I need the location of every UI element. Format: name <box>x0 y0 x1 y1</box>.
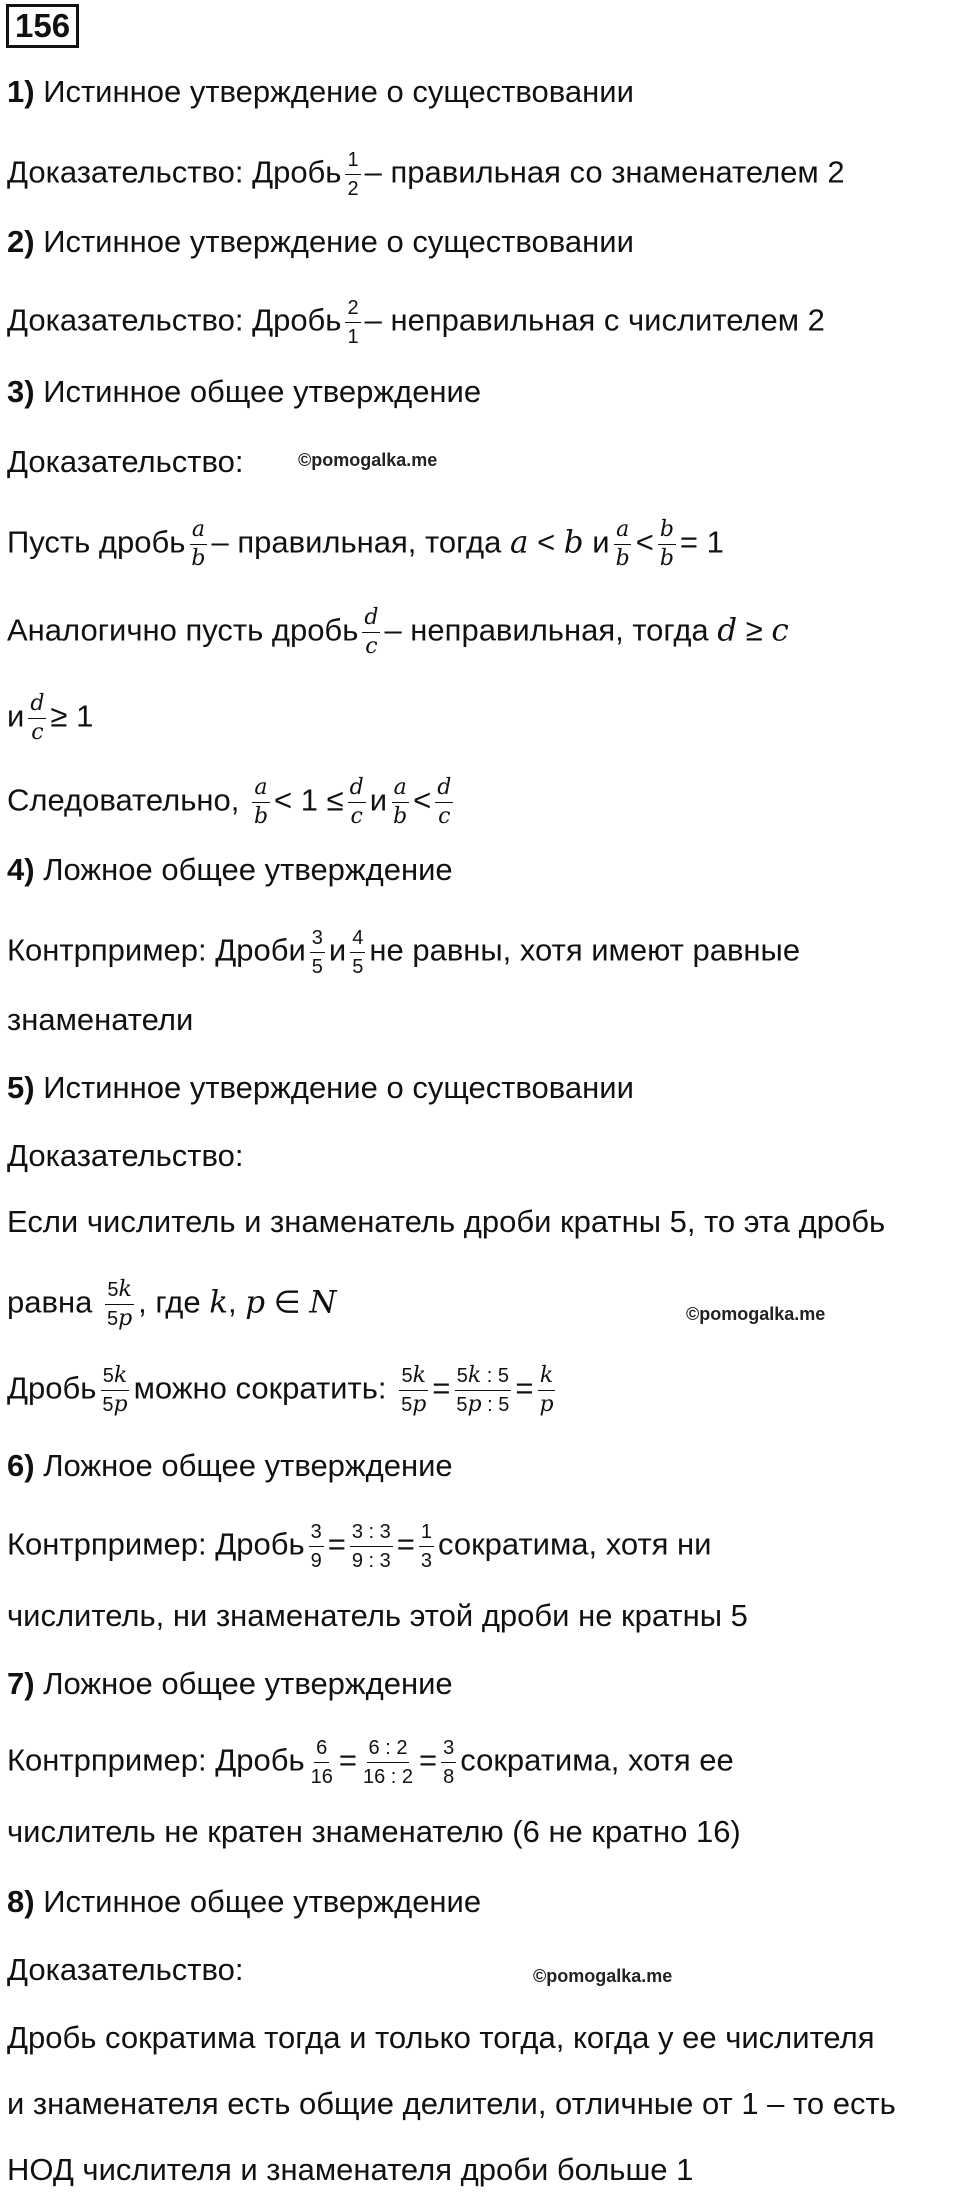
fraction-d-c <box>362 606 380 659</box>
divisor: : 5 <box>481 1365 510 1387</box>
denominator: 16 : 2 <box>362 1766 414 1788</box>
numerator: 3 <box>441 1736 456 1763</box>
fraction-d-c <box>348 776 366 829</box>
conjunction: и <box>328 932 347 968</box>
numerator: 1 <box>345 148 360 175</box>
numerator: d <box>362 606 380 633</box>
heading-text: Ложное общее утверждение <box>34 852 453 887</box>
section-2-heading <box>7 222 634 262</box>
text: правильная со знаменателем 2 <box>381 154 845 190</box>
natural-numbers: N <box>309 1284 337 1321</box>
var-b: b <box>563 524 584 561</box>
numerator: 6 : 2 <box>367 1736 410 1763</box>
heading-text: Ложное общее утверждение <box>34 1666 453 1701</box>
equals: = <box>679 524 699 560</box>
item-number: 5) <box>7 1070 35 1105</box>
var-k: k <box>113 1363 128 1388</box>
fraction-5k5-5p5 <box>454 1364 511 1417</box>
section-3-line-3 <box>7 692 93 745</box>
fraction-5k-5p <box>399 1364 428 1417</box>
text: не равны, хотя имеют равные <box>369 932 801 968</box>
greater-equal: ≥ <box>745 612 763 648</box>
denominator: c <box>438 804 451 829</box>
var-c: c <box>771 612 789 649</box>
numerator: 3 : 3 <box>350 1520 393 1547</box>
one: 1 <box>706 524 724 560</box>
numerator: 1 <box>419 1520 434 1547</box>
conjunction: и <box>7 698 25 734</box>
conjunction: и <box>369 782 388 818</box>
text: равна <box>7 1284 101 1320</box>
numerator: 3 <box>309 1520 324 1547</box>
fraction-d-c <box>435 776 453 829</box>
section-5-line-1: Если числитель и знаменатель дроби кратны 5, то эта дробь <box>7 1204 886 1239</box>
equals: = <box>327 1526 346 1562</box>
var-p: p <box>245 1284 266 1321</box>
heading-text: Истинное утверждение о существовании <box>34 224 634 259</box>
coef: 5 <box>106 1308 119 1330</box>
less-than: < <box>635 524 654 560</box>
section-5-heading <box>7 1068 634 1108</box>
fraction-5k-5p <box>100 1364 129 1417</box>
equals: = <box>419 1742 438 1778</box>
section-6-heading <box>7 1446 453 1486</box>
fraction-1-2 <box>345 148 360 201</box>
text: правильная, тогда <box>228 524 510 560</box>
section-2-proof <box>7 296 825 349</box>
fraction-3-5 <box>310 926 325 979</box>
text: Аналогично пусть дробь <box>7 612 359 648</box>
var-p: p <box>467 1392 482 1417</box>
fraction-1-3 <box>419 1520 434 1573</box>
denominator: 16 <box>310 1766 333 1788</box>
denominator: b <box>659 546 674 571</box>
numerator: 3 <box>310 926 325 953</box>
text: сократима, хотя ни <box>438 1526 712 1562</box>
coef: 5 <box>107 1279 119 1301</box>
section-7-line-2: числитель не кратен знаменателю (6 не кратно 16) <box>7 1814 741 1849</box>
section-7-line-1 <box>7 1736 734 1789</box>
conjunction: и <box>592 524 610 560</box>
one: 1 <box>300 782 319 818</box>
section-1-heading <box>7 72 634 112</box>
heading-text: Истинное утверждение о существовании <box>34 74 634 109</box>
fraction-2-1 <box>345 296 360 349</box>
text: неправильная, тогда <box>401 612 718 648</box>
section-8-heading <box>7 1882 481 1922</box>
equals: = <box>338 1742 357 1778</box>
numerator: d <box>28 692 46 719</box>
fraction-d-c <box>28 692 46 745</box>
var-k: k <box>118 1277 132 1302</box>
numerator: 2 <box>345 296 360 323</box>
heading-text: Истинное утверждение о существовании <box>34 1070 634 1105</box>
text: Доказательство: Дробь <box>7 154 342 190</box>
text: сократима, хотя ее <box>460 1742 734 1778</box>
section-3-heading <box>7 372 481 412</box>
fraction-k-p <box>538 1364 556 1417</box>
numerator: d <box>435 776 453 803</box>
numerator: b <box>658 518 676 545</box>
section-1-proof <box>7 148 845 201</box>
section-4-line-1 <box>7 926 800 979</box>
watermark: ©pomogalka.me <box>533 1966 673 1986</box>
equals: = <box>432 1370 451 1406</box>
numerator: a <box>614 518 631 545</box>
less-equal: ≤ <box>326 782 344 818</box>
section-7-heading <box>7 1664 453 1704</box>
section-4-heading <box>7 850 453 890</box>
section-8-line-3: НОД числителя и знаменателя дроби больше 1 <box>7 2152 694 2187</box>
divisor: : 5 <box>481 1394 510 1416</box>
watermark: ©pomogalka.me <box>298 450 438 470</box>
fraction-a-b <box>189 518 207 571</box>
var-k: k <box>412 1363 426 1388</box>
var-k: k <box>209 1284 229 1321</box>
denominator: b <box>393 804 408 829</box>
dash: – <box>211 524 229 560</box>
numerator: k <box>538 1364 555 1391</box>
fraction-b-b <box>658 518 676 571</box>
section-3-line-4 <box>7 776 457 829</box>
section-6-line-1 <box>7 1520 712 1573</box>
fraction-3-9 <box>309 1520 324 1573</box>
text: Контрпример: Дробь <box>7 1526 305 1562</box>
denominator: c <box>350 804 363 829</box>
item-number: 8) <box>7 1884 35 1919</box>
fraction-4-5 <box>350 926 365 979</box>
section-3-proof-label: Доказательство: <box>7 444 244 479</box>
coef: 5 <box>456 1394 468 1416</box>
less-than: < <box>274 782 293 818</box>
coef: 5 <box>102 1394 114 1416</box>
var-p: p <box>113 1392 128 1417</box>
problem-number: 156 <box>6 4 79 48</box>
fraction-a-b <box>391 776 409 829</box>
item-number: 6) <box>7 1448 35 1483</box>
coef: 5 <box>401 1394 413 1416</box>
heading-text: Истинное общее утверждение <box>34 374 482 409</box>
text: , где <box>138 1284 210 1320</box>
text: неправильная с числителем 2 <box>381 302 825 338</box>
coef: 5 <box>456 1365 468 1387</box>
var-k: k <box>467 1363 482 1388</box>
dash: – <box>364 154 382 190</box>
text: Доказательство: Дробь <box>7 302 342 338</box>
denominator: 9 <box>310 1550 322 1572</box>
var-d: d <box>717 612 738 649</box>
item-number: 7) <box>7 1666 35 1701</box>
denominator: 3 <box>420 1550 432 1572</box>
denominator: c <box>365 634 378 659</box>
denominator: b <box>615 546 630 571</box>
heading-text: Ложное общее утверждение <box>34 1448 453 1483</box>
numerator: 4 <box>350 926 365 953</box>
numerator: d <box>348 776 366 803</box>
item-number: 1) <box>7 74 35 109</box>
watermark: ©pomogalka.me <box>686 1304 826 1324</box>
var-p: p <box>412 1392 427 1417</box>
denominator: 5 <box>352 956 364 978</box>
text: Контрпример: Дробь <box>7 1742 305 1778</box>
fraction-6-16 <box>309 1736 335 1789</box>
element-of: ∈ <box>273 1284 301 1320</box>
denominator: p <box>539 1392 554 1417</box>
section-8-line-1: Дробь сократима тогда и только тогда, когда у ее числителя <box>7 2020 875 2055</box>
denominator: 5 <box>311 956 323 978</box>
heading-text: Истинное общее утверждение <box>34 1884 482 1919</box>
numerator: a <box>190 518 207 545</box>
text: Контрпример: Дроби <box>7 932 306 968</box>
text: Следовательно, <box>7 782 248 818</box>
denominator: 1 <box>347 326 359 348</box>
denominator: 9 : 3 <box>351 1550 391 1572</box>
var-p: p <box>118 1306 133 1331</box>
fraction-a-b <box>252 776 270 829</box>
section-5-proof-label: Доказательство: <box>7 1138 244 1173</box>
less-than: < <box>413 782 432 818</box>
fraction-5k-5p <box>105 1278 134 1331</box>
coef: 5 <box>401 1365 413 1387</box>
fraction-62-162 <box>361 1736 415 1789</box>
fraction-3-8 <box>441 1736 456 1789</box>
item-number: 4) <box>7 852 35 887</box>
text: можно сократить: <box>133 1370 396 1406</box>
fraction-a-b <box>614 518 632 571</box>
denominator: 2 <box>347 178 359 200</box>
greater-equal: ≥ <box>50 698 68 734</box>
dash: – <box>384 612 402 648</box>
text: Дробь <box>7 1370 97 1406</box>
coef: 5 <box>102 1365 114 1387</box>
section-3-line-2 <box>7 606 789 659</box>
text: Пусть дробь <box>7 524 186 560</box>
one: 1 <box>76 698 94 734</box>
section-8-line-2: и знаменателя есть общие делители, отличные от 1 – то есть <box>7 2086 896 2121</box>
section-5-line-2 <box>7 1278 337 1331</box>
section-4-line-2: знаменатели <box>7 1002 194 1037</box>
equals: = <box>515 1370 534 1406</box>
numerator: 6 <box>314 1736 329 1763</box>
section-5-line-3 <box>7 1364 560 1417</box>
comma: , <box>228 1284 237 1320</box>
denominator: b <box>253 804 269 829</box>
equals: = <box>396 1526 415 1562</box>
denominator: c <box>31 720 44 745</box>
var-a: a <box>509 524 529 561</box>
section-3-line-1 <box>7 518 724 571</box>
fraction-33-93 <box>350 1520 393 1573</box>
item-number: 3) <box>7 374 35 409</box>
denominator: 8 <box>443 1766 455 1788</box>
numerator: a <box>392 776 409 803</box>
item-number: 2) <box>7 224 35 259</box>
numerator: a <box>252 776 269 803</box>
section-8-proof-label: Доказательство: <box>7 1952 244 1987</box>
denominator: b <box>191 546 206 571</box>
dash: – <box>364 302 382 338</box>
less-than: < <box>537 524 556 560</box>
section-6-line-2: числитель, ни знаменатель этой дроби не кратны 5 <box>7 1598 748 1633</box>
